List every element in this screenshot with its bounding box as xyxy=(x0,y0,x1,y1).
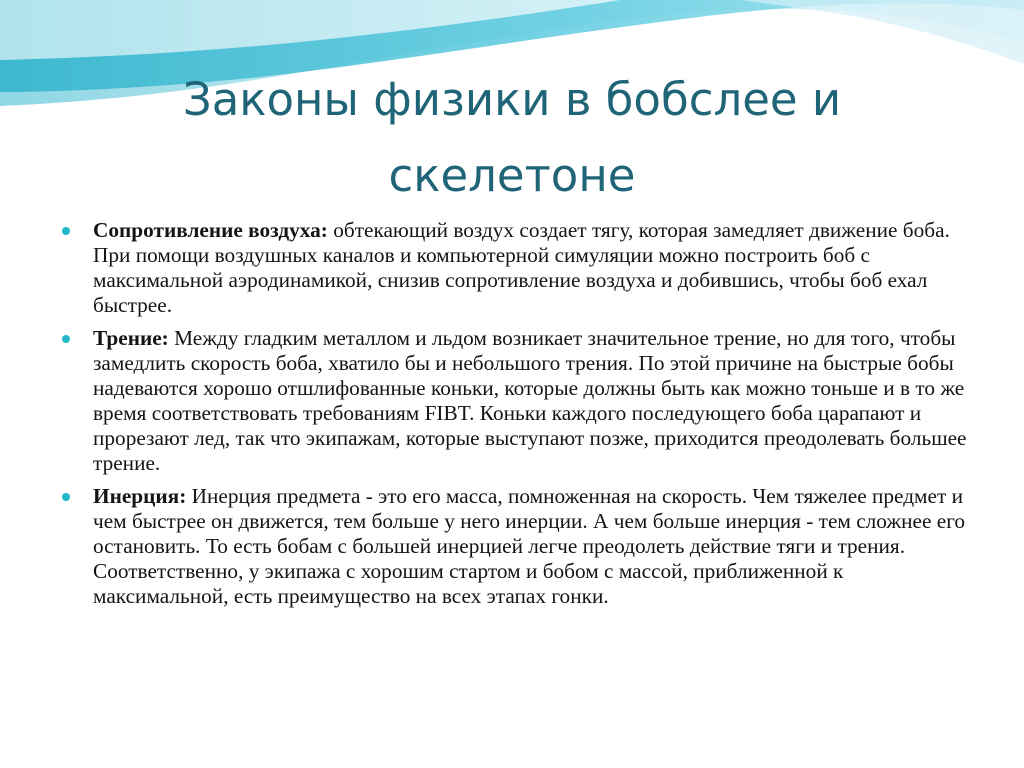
list-item xyxy=(62,218,972,318)
item-text: Между гладким металлом и льдом возникает значительное трение, но для того, чтобы замедлить скорость боба, хватило бы и небольшого трения. По этой причине на быстрые бобы надеваются хорошо отшлифованные коньки, которые должны быть как можно тоньше и в то же время соответствовать требованиям FIBT. Коньки каждого последующего боба царапают и прорезают лед, так что экипажам, которые выступают позже, приходится преодолевать большее трение. xyxy=(93,326,967,475)
bullet-icon xyxy=(62,335,70,343)
slide-title: Законы физики в бобслее и скелетоне xyxy=(182,73,842,202)
bullet-icon xyxy=(62,227,70,235)
item-term: Сопротивление воздуха: xyxy=(93,218,328,242)
item-term: Инерция: xyxy=(93,484,187,508)
bullet-icon xyxy=(62,493,70,501)
bullet-list xyxy=(62,218,972,617)
list-item xyxy=(62,326,972,476)
list-item xyxy=(62,484,972,609)
item-term: Трение: xyxy=(93,326,169,350)
item-text: Инерция предмета - это его масса, помноженная на скорость. Чем тяжелее предмет и чем быстрее он движется, тем больше у него инерции. А чем больше инерция - тем сложнее его остановить. То есть бобам с большей инерцией легче преодолеть действие тяги и трения. Соответственно, у экипажа с хорошим стартом и бобом с массой, приближенной к максимальной, есть преимущество на всех этапах гонки. xyxy=(93,484,966,608)
item-text: обтекающий воздух создает тягу, которая замедляет движение боба. При помощи воздушных каналов и компьютерной симуляции можно построить боб с максимальной аэродинамикой, снизив сопротивление воздуха и добившись, чтобы боб ехал быстрее. xyxy=(93,218,950,317)
